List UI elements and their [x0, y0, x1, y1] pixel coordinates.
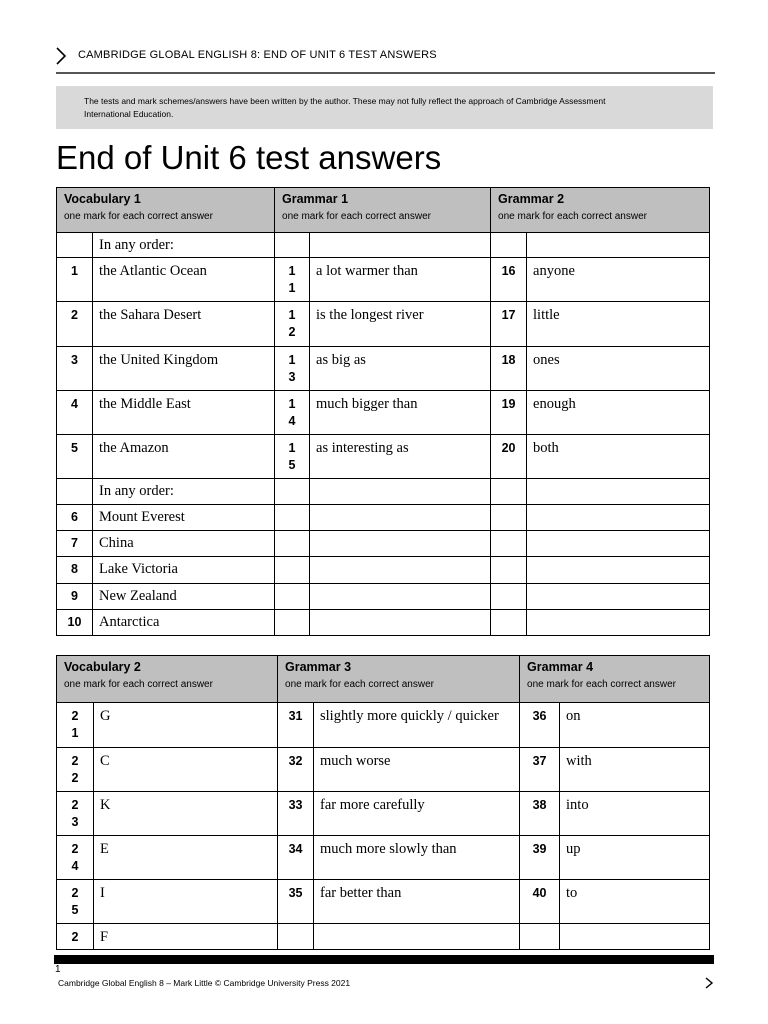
answer: F	[94, 924, 278, 950]
table-row	[57, 531, 710, 557]
footer-copyright: Cambridge Global English 8 – Mark Little © Cambridge University Press 2021	[58, 978, 351, 988]
question-number: 37	[520, 748, 560, 792]
section-subtitle: one mark for each correct answer	[64, 679, 213, 690]
section-title: Grammar 2	[498, 192, 565, 206]
answer: the Amazon	[93, 435, 275, 479]
answers-table-1	[56, 187, 710, 636]
question-number: 8	[57, 557, 93, 584]
disclaimer-line-1: The tests and mark schemes/answers have been written by the author. These may not fully reflect the approach of Cambridge Assessment	[84, 96, 606, 106]
section-subtitle: one mark for each correct answer	[282, 211, 431, 222]
order-label: In any order:	[93, 233, 275, 258]
section-subtitle: one mark for each correct answer	[527, 679, 676, 690]
answers-table-2	[56, 655, 710, 950]
answer: slightly more quickly / quicker	[314, 703, 520, 748]
table-row	[57, 748, 710, 792]
answer: much worse	[314, 748, 520, 792]
running-header: CAMBRIDGE GLOBAL ENGLISH 8: END OF UNIT 6 TEST ANSWERS	[78, 49, 437, 61]
question-number: 7	[57, 531, 93, 557]
question-number: 6	[57, 505, 93, 531]
table-row	[57, 557, 710, 584]
answer: a lot warmer than	[310, 258, 491, 302]
question-number: 40	[520, 880, 560, 924]
table-row	[57, 347, 710, 391]
answer: the Atlantic Ocean	[93, 258, 275, 302]
section-header-vocabulary-2	[57, 656, 278, 703]
question-number: 1	[57, 258, 93, 302]
section-subtitle: one mark for each correct answer	[64, 211, 213, 222]
table-row	[57, 584, 710, 610]
question-number: 11	[288, 264, 296, 295]
table-row	[57, 610, 710, 636]
question-number: 9	[57, 584, 93, 610]
answer	[560, 924, 710, 950]
chevron-right-icon	[704, 976, 714, 990]
question-number: 10	[57, 610, 93, 636]
question-number: 14	[288, 397, 296, 428]
section-header-grammar-4	[520, 656, 710, 703]
section-title: Grammar 1	[282, 192, 349, 206]
table-row	[57, 836, 710, 880]
answer: enough	[527, 391, 710, 435]
answer: I	[94, 880, 278, 924]
question-number: 4	[57, 391, 93, 435]
question-number: 25	[71, 886, 79, 917]
page-number: 1	[55, 964, 61, 975]
question-number: 3	[57, 347, 93, 391]
answer: the Sahara Desert	[93, 302, 275, 347]
answer: Mount Everest	[93, 505, 275, 531]
disclaimer-box	[56, 86, 713, 129]
answer: up	[560, 836, 710, 880]
answer: both	[527, 435, 710, 479]
question-number: 2	[57, 924, 94, 950]
answer: ones	[527, 347, 710, 391]
question-number: 32	[278, 748, 314, 792]
table-row	[57, 391, 710, 435]
section-title: Vocabulary 2	[64, 660, 141, 674]
answer: New Zealand	[93, 584, 275, 610]
question-number: 17	[491, 302, 527, 347]
table-row	[57, 435, 710, 479]
question-number: 12	[288, 308, 296, 339]
section-subtitle: one mark for each correct answer	[285, 679, 434, 690]
question-number: 15	[288, 441, 296, 472]
answer: is the longest river	[310, 302, 491, 347]
chevron-right-icon	[54, 46, 68, 66]
answer: with	[560, 748, 710, 792]
section-subtitle: one mark for each correct answer	[498, 211, 647, 222]
answer: anyone	[527, 258, 710, 302]
question-number: 18	[491, 347, 527, 391]
table-row	[57, 880, 710, 924]
order-label: In any order:	[93, 479, 275, 505]
question-number: 19	[491, 391, 527, 435]
section-title: Grammar 3	[285, 660, 352, 674]
answer: much more slowly than	[314, 836, 520, 880]
answer: Lake Victoria	[93, 557, 275, 584]
answer: G	[94, 703, 278, 748]
question-number: 22	[71, 754, 79, 785]
table-row	[57, 479, 710, 505]
question-number: 13	[288, 353, 296, 384]
table-row	[57, 924, 710, 950]
answer: the Middle East	[93, 391, 275, 435]
table-row	[57, 258, 710, 302]
answer: China	[93, 531, 275, 557]
answer: little	[527, 302, 710, 347]
question-number: 34	[278, 836, 314, 880]
question-number: 35	[278, 880, 314, 924]
section-title: Vocabulary 1	[64, 192, 141, 206]
answer: on	[560, 703, 710, 748]
question-number: 24	[71, 842, 79, 873]
answer: the United Kingdom	[93, 347, 275, 391]
table-row	[57, 505, 710, 531]
section-header-vocabulary-1	[57, 188, 275, 233]
question-number: 39	[520, 836, 560, 880]
section-header-grammar-1	[275, 188, 491, 233]
disclaimer-line-2: International Education.	[84, 108, 174, 119]
answer: K	[94, 792, 278, 836]
question-number	[520, 924, 560, 950]
section-title: Grammar 4	[527, 660, 594, 674]
answer: to	[560, 880, 710, 924]
question-number: 36	[520, 703, 560, 748]
table-row	[57, 233, 710, 258]
question-number: 38	[520, 792, 560, 836]
question-number: 33	[278, 792, 314, 836]
answer: Antarctica	[93, 610, 275, 636]
footer-bar	[54, 955, 714, 964]
table-row	[57, 792, 710, 836]
question-number: 2	[57, 302, 93, 347]
question-number: 21	[71, 709, 79, 740]
page-title: End of Unit 6 test answers	[56, 139, 442, 176]
answer: as big as	[310, 347, 491, 391]
question-number: 16	[491, 258, 527, 302]
section-header-grammar-2	[491, 188, 710, 233]
answer: C	[94, 748, 278, 792]
answer: much bigger than	[310, 391, 491, 435]
table-row	[57, 703, 710, 748]
table-row	[57, 302, 710, 347]
answer	[314, 924, 520, 950]
answer: far more carefully	[314, 792, 520, 836]
answer: far better than	[314, 880, 520, 924]
answer: as interesting as	[310, 435, 491, 479]
answer: into	[560, 792, 710, 836]
section-header-grammar-3	[278, 656, 520, 703]
header-rule	[56, 72, 715, 74]
question-number	[278, 924, 314, 950]
answer: E	[94, 836, 278, 880]
question-number: 23	[71, 798, 79, 829]
question-number: 31	[278, 703, 314, 748]
question-number: 5	[57, 435, 93, 479]
question-number: 20	[491, 435, 527, 479]
